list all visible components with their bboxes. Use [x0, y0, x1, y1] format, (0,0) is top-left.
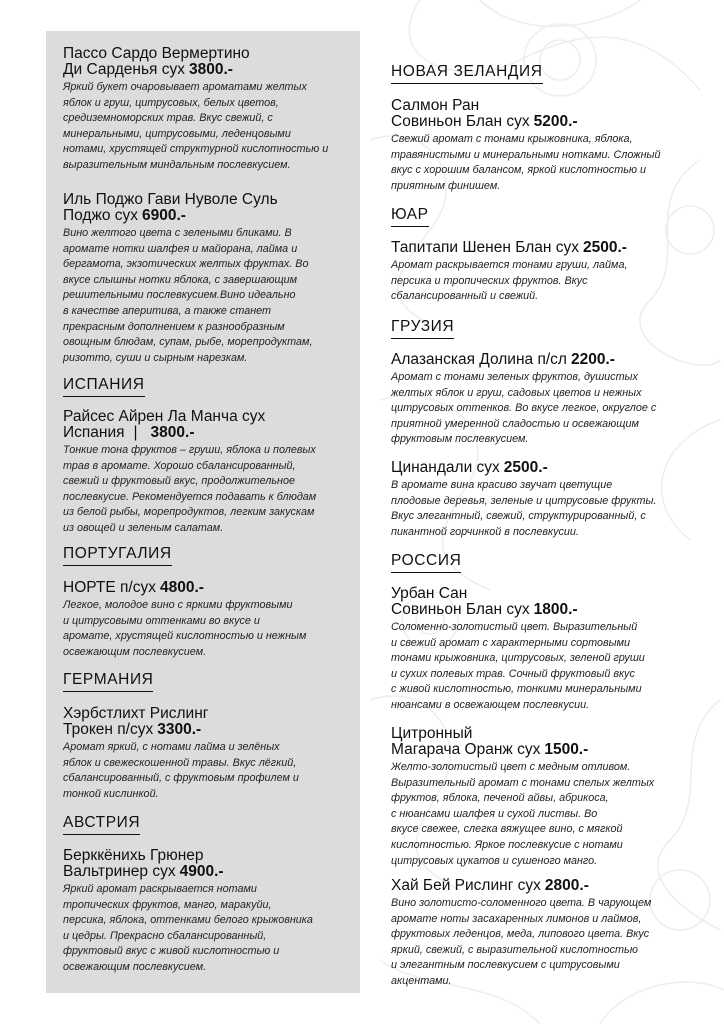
wine-price: 6900.- [142, 207, 186, 224]
wine-name-line: Пассо Сардо Вермертино [63, 45, 250, 62]
desc-line: прекрасным дополнением к разнообразным [63, 320, 285, 333]
wine-item [391, 460, 691, 540]
desc-line: нюансами в освежающем послевкусии. [391, 698, 590, 711]
desc-line: из овощей и зеленым салатам. [63, 521, 224, 534]
wine-name-line: Берккёнихь Грюнер [63, 847, 204, 864]
section-spain [63, 376, 353, 397]
desc-line: свежий и фруктовый вкус, продолжительное [63, 475, 295, 488]
desc-line: фруктовый вкус с живой кислотностью и [63, 945, 280, 958]
section-russia [391, 552, 691, 573]
wine-name [63, 580, 353, 596]
desc-line: В аромате вина красиво звучат цветущие [391, 479, 613, 491]
desc-line: Вино желтого цвета с зелеными бликами. В [63, 227, 292, 239]
desc-line: Аромат раскрывается тонами груши, лайма, [391, 259, 628, 271]
wine-description [63, 80, 353, 174]
desc-line: плодовые деревья, зеленые и цитрусовые фрукты. [391, 494, 657, 507]
desc-line: Вкус элегантный, свежий, структурированный, с [391, 510, 646, 523]
wine-item [391, 878, 691, 990]
wine-name [63, 848, 353, 880]
wine-name-line: Тапитапи Шенен Блан сух [391, 239, 579, 256]
wine-price: 1800.- [533, 601, 578, 618]
wine-name-line: Хай Бей Рислинг сух [391, 877, 541, 894]
wine-name-line: Поджо сух [63, 207, 139, 224]
wine-name-line: Цинандали сух [391, 459, 500, 476]
desc-line: сбалансированный, с фруктовым профилем и [63, 772, 299, 785]
wine-name [391, 878, 691, 894]
wine-name-line: Совиньон Блан сух [391, 113, 530, 130]
section-heading: ГЕРМАНИЯ [63, 671, 153, 692]
wine-name-line: НОРТЕ п/сух [63, 579, 156, 596]
desc-line: вкус с хорошим балансом, яркой кислотностью и [391, 164, 646, 177]
desc-line: Легкое, молодое вино с яркими фруктовыми [63, 599, 293, 611]
desc-line: Яркий аромат раскрывается нотами [63, 883, 257, 895]
wine-description [391, 760, 691, 869]
wine-item [391, 240, 691, 305]
desc-line: персика и тропических фруктов. Вкус [391, 274, 588, 287]
desc-line: решительными послевкусием.Вино идеально [63, 289, 296, 302]
desc-line: бергамота, экзотических желтых фруктах. Во [63, 258, 309, 271]
desc-line: фруктовых леденцов, меда, липового цвета. Вкус [391, 928, 650, 941]
wine-name-line: Иль Поджо Гави Нуволе Суль [63, 191, 278, 208]
wine-item [63, 848, 353, 976]
desc-line: послевкусие. Рекомендуется подавать к блюдам [63, 490, 317, 503]
desc-line: вкусе слышны нотки яблока, с завершающим [63, 273, 298, 286]
desc-line: овощным блюдам, супам, рыбе, морепродуктам, [63, 336, 313, 349]
wine-name-line: Урбан Сан [391, 585, 468, 602]
desc-line: акцентами. [391, 974, 452, 987]
section-heading: РОССИЯ [391, 552, 461, 573]
desc-line: приятным финишем. [391, 179, 501, 192]
desc-line: тонами крыжовника, цитрусовых, зеленой груши [391, 652, 645, 665]
wine-item [63, 46, 353, 174]
desc-line: сбалансированный и свежий. [391, 290, 539, 303]
desc-line: цитрусовых цукатов и сушеного манго. [391, 854, 598, 867]
wine-item [391, 726, 691, 869]
desc-line: трав в аромате. Хорошо сбалансированный, [63, 459, 296, 472]
wine-description [391, 620, 691, 714]
wine-description [63, 443, 353, 537]
section-south-africa [391, 206, 691, 227]
section-heading: ПОРТУГАЛИЯ [63, 545, 172, 566]
desc-line: яблок и груш, цитрусовых, белых цветов, [63, 96, 279, 109]
desc-line: выразительным миндальным послевкусием. [63, 158, 291, 171]
desc-line: Тонкие тона фруктов – груши, яблока и полевых [63, 444, 316, 456]
desc-line: тонкой кислинкой. [63, 787, 159, 800]
wine-name [391, 98, 691, 130]
wine-description [63, 226, 353, 366]
desc-line: нотами, хрустящей структурной кислотностью и [63, 143, 329, 156]
desc-line: в качестве аперитива, а также станет [63, 304, 272, 317]
desc-line: и цедры. Прекрасно сбалансированный, [63, 929, 267, 942]
wine-name-line: Вальтринер сух [63, 863, 176, 880]
name-separator: | [133, 424, 138, 441]
desc-line: Аромат яркий, с нотами лайма и зелёных [63, 741, 280, 753]
wine-description [391, 132, 691, 194]
desc-line: аромате ноты засахаренных лимонов и лаймов, [391, 912, 642, 925]
desc-line: Аромат с тонами зеленых фруктов, душистых [391, 371, 638, 383]
wine-price: 2500.- [583, 239, 627, 256]
wine-name-line: Хэрбстлихт Рислинг [63, 705, 209, 722]
wine-description [63, 882, 353, 976]
section-georgia [391, 318, 691, 339]
wine-name [63, 706, 353, 738]
wine-name-line: Магарача Оранж сух [391, 741, 541, 758]
section-heading: ГРУЗИЯ [391, 318, 454, 339]
wine-name [391, 240, 691, 256]
desc-line: Желто-золотистый цвет с медным отливом. [391, 761, 631, 773]
desc-line: освежающим послевкусием. [63, 960, 207, 973]
wine-item [63, 706, 353, 802]
wine-item [391, 352, 691, 448]
wine-price: 1500.- [544, 741, 589, 758]
desc-line: и элегантным послевкусием с цитрусовыми [391, 959, 620, 972]
wine-price: 2800.- [544, 877, 589, 894]
wine-name [391, 352, 691, 368]
wine-item [63, 192, 353, 366]
desc-line: фруктовым послевкусием. [391, 433, 529, 446]
wine-name [63, 192, 353, 224]
section-austria [63, 814, 353, 835]
section-new-zealand [391, 63, 691, 84]
wine-item [63, 409, 353, 537]
wine-name-line: Цитронный [391, 725, 473, 742]
wine-description [63, 598, 353, 660]
wine-name [391, 586, 691, 618]
wine-price: 4800.- [159, 579, 204, 596]
desc-line: Яркий букет очаровывает ароматами желтых [63, 81, 307, 93]
desc-line: Выразительный аромат с тонами спелых желтых [391, 776, 655, 789]
desc-line: вкусе свежее, слегка вяжущее вино, с мягкой [391, 823, 623, 836]
desc-line: ризотто, суши и сырным нарезкам. [63, 351, 248, 364]
desc-line: пикантной горчинкой в послевкусии. [391, 525, 579, 538]
desc-line: и свежий аромат с характерными сортовыми [391, 636, 631, 649]
wine-price: 4900.- [179, 863, 224, 880]
desc-line: приятной умеренной сладостью и освежающим [391, 417, 639, 430]
wine-name-line: Совиньон Блан сух [391, 601, 530, 618]
wine-item [63, 580, 353, 660]
wine-name-line: Ди Сарденья сух [63, 61, 185, 78]
desc-line: персика, яблока, оттенками белого крыжовника [63, 914, 313, 927]
desc-line: и цитрусовыми оттенками во вкусе и [63, 614, 260, 627]
section-heading: ЮАР [391, 206, 429, 227]
wine-description [63, 740, 353, 802]
wine-name [391, 726, 691, 758]
wine-price: 2500.- [503, 459, 548, 476]
wine-name [63, 46, 353, 78]
wine-name-line: Салмон Ран [391, 97, 480, 114]
section-heading: ИСПАНИЯ [63, 376, 145, 397]
wine-price: 3800.- [150, 424, 195, 441]
desc-line: Соломенно-золотистый цвет. Выразительный [391, 621, 638, 633]
desc-line: с нюансами шалфея и сухой листвы. Во [391, 807, 598, 820]
desc-line: яркий, свежий, с выразительной кислотностью [391, 943, 638, 956]
wine-description [391, 370, 691, 448]
section-germany [63, 671, 353, 692]
wine-price: 2200.- [570, 351, 615, 368]
wine-price: 3800.- [188, 61, 233, 78]
wine-description [391, 478, 691, 540]
section-heading: НОВАЯ ЗЕЛАНДИЯ [391, 63, 543, 84]
desc-line: средиземноморских трав. Вкус свежий, с [63, 112, 273, 125]
desc-line: Вино золотисто-соломенного цвета. В чарующем [391, 897, 652, 909]
wine-name [391, 460, 691, 476]
desc-line: освежающим послевкусием. [63, 645, 207, 658]
wine-name-line: Райсес Айрен Ла Манча сух [63, 408, 266, 425]
wine-name-line: Трокен п/сух [63, 721, 154, 738]
wine-name [63, 409, 353, 441]
wine-description [391, 896, 691, 990]
wine-item [391, 98, 691, 194]
desc-line: аромате нотки шалфея и майорана, лайма и [63, 242, 298, 255]
desc-line: желтых яблок и груш, садовых цветов и нежных [391, 386, 642, 399]
desc-line: и сухих полевых трав. Сочный фруктовый вкус [391, 667, 635, 680]
wine-description [391, 258, 691, 305]
section-heading: АВСТРИЯ [63, 814, 140, 835]
desc-line: минеральными, цитрусовыми, леденцовыми [63, 127, 291, 140]
desc-line: аромате, хрустящей кислотностью и нежным [63, 630, 307, 643]
desc-line: травянистыми и минеральными нотками. Сложный [391, 148, 661, 161]
desc-line: фруктов, яблока, печеной айвы, абрикоса, [391, 792, 609, 805]
desc-line: с живой кислотностью, тонкими минеральными [391, 683, 642, 696]
desc-line: яблок и свежескошенной травы. Вкус лёгкий, [63, 756, 297, 769]
wine-name-line: Алазанская Долина п/сл [391, 351, 567, 368]
desc-line: из белой рыбы, морепродуктов, легким закускам [63, 506, 315, 519]
wine-item [391, 586, 691, 714]
wine-price: 5200.- [533, 113, 578, 130]
desc-line: цитрусовых оттенков. Во вкусе легкое, округлое с [391, 402, 657, 415]
section-portugal [63, 545, 353, 566]
wine-name-line: Испания [63, 424, 125, 441]
desc-line: кислотностью. Яркое послевкусие с нотами [391, 838, 623, 851]
wine-price: 3300.- [157, 721, 202, 738]
desc-line: Свежий аромат с тонами крыжовника, яблока, [391, 133, 633, 145]
desc-line: тропических фруктов, манго, маракуйи, [63, 898, 272, 911]
